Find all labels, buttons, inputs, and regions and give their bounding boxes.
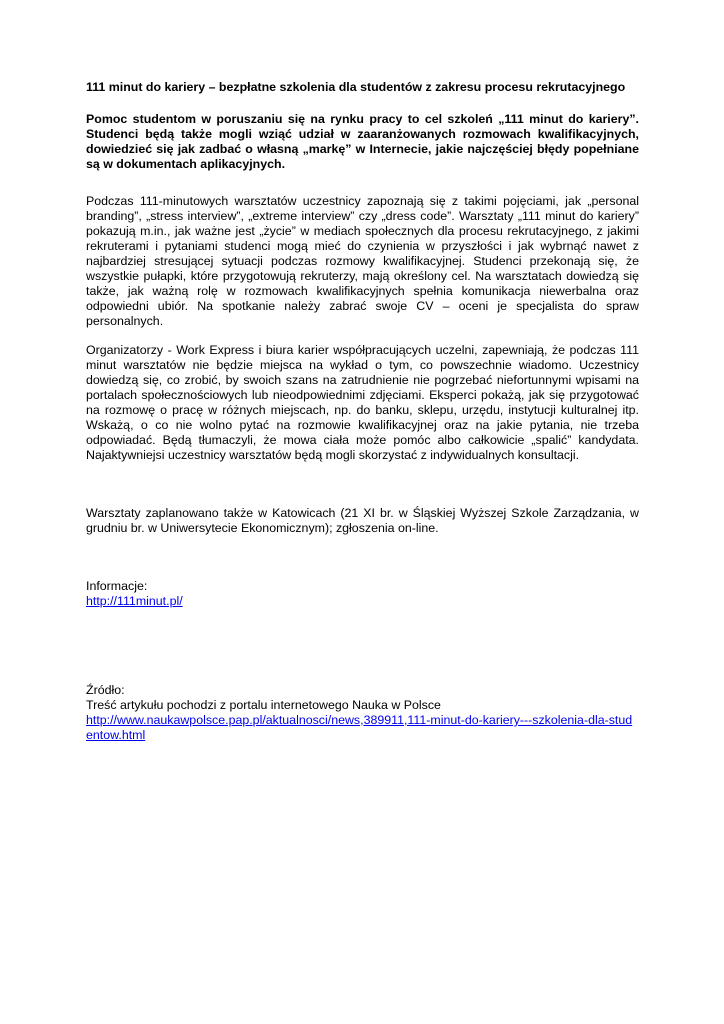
info-section <box>86 579 639 609</box>
body-paragraph-1: Podczas 111-minutowych warsztatów uczestnicy zapoznają się z takimi pojęciami, jak „personal branding”, „stress interview”, „extreme interview” czy „dress code”. Warsztaty „111 minut do kariery” pokazują m.in., jak ważne jest „życie” w mediach społecznych dla procesu rekrutacyjnego, z jakimi rekruterami i pytaniami studenci mogą mieć do czynienia w przyszłości i jak wybrnąć nawet z najbardziej stresującej sytuacji podczas rozmowy kwalifikacyjnej. Studenci przekonają się, że wszystkie pułapki, które przygotowują rekruterzy, mają określony cel. Na warsztatach dowiedzą się także, jak ważną rolę w rozmowach kwalifikacyjnych spełnia komunikacja niewerbalna oraz odpowiedni ubiór. Na spotkanie należy zabrać swoje CV – oceni je specjalista do spraw personalnych. <box>86 194 639 328</box>
source-text: Treść artykułu pochodzi z portalu internetowego Nauka w Polsce <box>86 698 441 712</box>
body-paragraph-2: Organizatorzy - Work Express i biura karier współpracujących uczelni, zapewniają, że podczas 111 minut warsztatów nie będzie miejsca na wykład o tym, co powszechnie wiadomo. Uczestnicy dowiedzą się, co zrobić, by swoich szans na zatrudnienie nie pogrzebać niefortunnymi wpisami na portalach społecznościowych lub nieodpowiednimi zdjęciami. Eksperci pokażą, jak się przygotować na rozmowę o pracę w różnych miejscach, np. do banku, sklepu, urzędu, instytucji kulturalnej itp. Wskażą, o co nie wolno pytać na rozmowie kwalifikacyjnej oraz na jakie pytania, nie trzeba odpowiadać. Będą tłumaczyli, że mowa ciała może pomóc albo całkowicie „spalić” kandydata. Najaktywniejsi uczestnicy warsztatów będą mogli skorzystać z indywidualnych konsultacji. <box>86 343 639 462</box>
source-label: Źródło: <box>86 683 125 697</box>
lead-paragraph: Pomoc studentom w poruszaniu się na rynku pracy to cel szkoleń „111 minut do kariery”. Studenci będą także mogli wziąć udział w zaaranżowanych rozmowach kwalifikacyjnych, dowiedzieć się jak zadbać o własną „markę” w Internecie, jakie najczęściej błędy popełniane są w dokumentach aplikacyjnych. <box>86 112 639 171</box>
source-section <box>86 683 639 743</box>
source-link[interactable]: http://www.naukawpolsce.pap.pl/aktualnosci/news,389911,111-minut-do-kariery---szkolenia-dla-studentow.html <box>86 713 633 742</box>
document-title: 111 minut do kariery – bezpłatne szkolenia dla studentów z zakresu procesu rekrutacyjnego <box>86 80 626 94</box>
info-label: Informacje: <box>86 579 148 593</box>
info-link[interactable]: http://111minut.pl/ <box>86 594 183 608</box>
body-paragraph-3: Warsztaty zaplanowano także w Katowicach (21 XI br. w Śląskiej Wyższej Szkole Zarządzania, w grudniu br. w Uniwersytecie Ekonomicznym); zgłoszenia on-line. <box>86 506 639 535</box>
document-page <box>86 80 639 743</box>
